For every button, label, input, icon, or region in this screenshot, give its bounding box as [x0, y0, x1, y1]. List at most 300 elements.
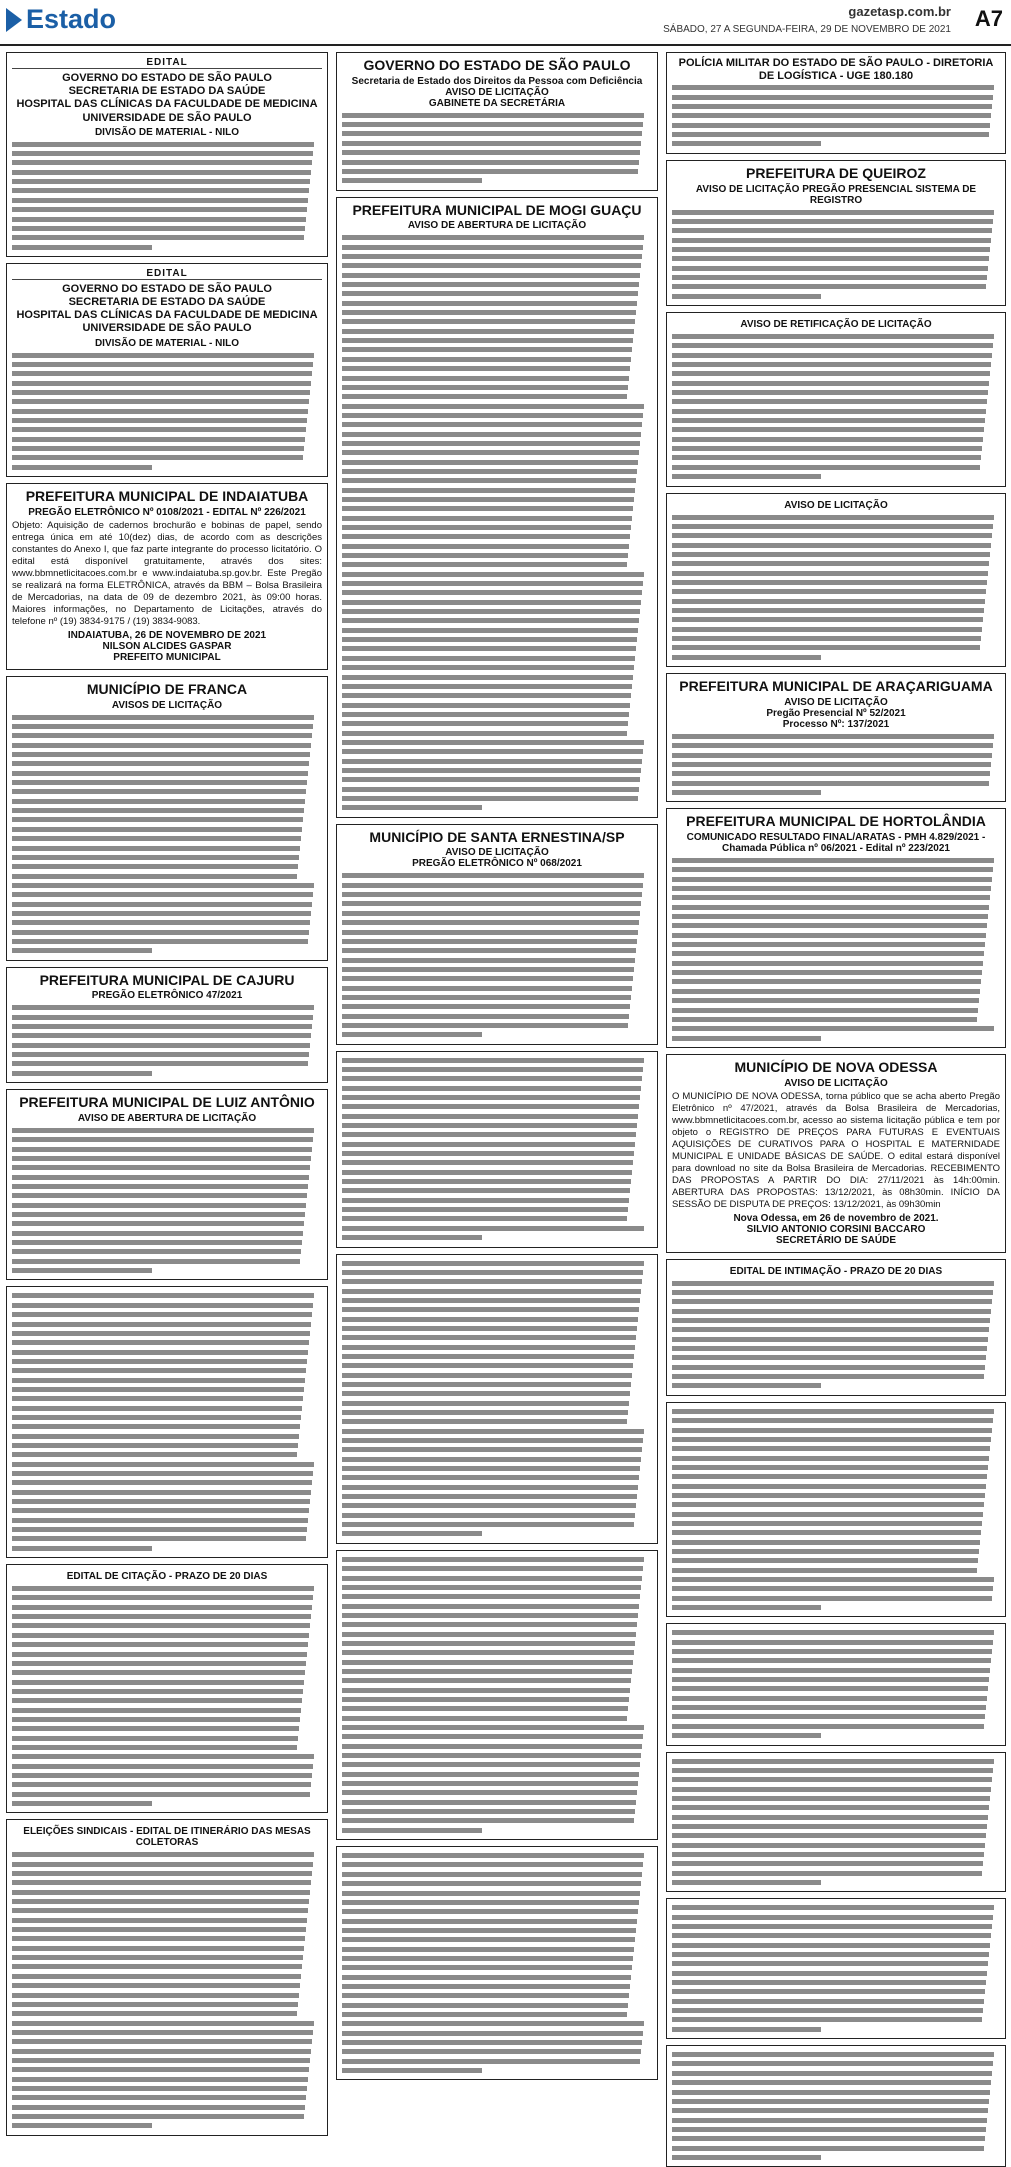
text-line [672, 1446, 990, 1451]
text-line [12, 1880, 311, 1885]
text-line [342, 656, 635, 661]
text-line [672, 1474, 987, 1479]
text-line [12, 1890, 310, 1895]
text-line [12, 1184, 308, 1189]
text-line [12, 1203, 306, 1208]
text-line [342, 1725, 644, 1730]
text-line [12, 2021, 314, 2026]
text-line [672, 886, 991, 891]
text-line [672, 1281, 994, 1286]
text-line [12, 1052, 309, 1057]
text-line [672, 1759, 994, 1764]
text-line [342, 1335, 636, 1340]
text-line [672, 95, 993, 100]
text-line [672, 743, 993, 748]
notice-body-text [342, 233, 652, 812]
text-line [342, 2012, 627, 2017]
text-line [12, 1661, 306, 1666]
text-line [342, 562, 627, 567]
text-line [342, 911, 640, 916]
text-line [12, 1165, 310, 1170]
text-line [12, 1462, 314, 1467]
text-line [12, 2067, 309, 2072]
text-line [12, 715, 314, 720]
text-line [672, 266, 988, 271]
text-line [342, 1800, 636, 1805]
text-line [342, 920, 639, 925]
text-line [12, 371, 312, 376]
notice-subtitle: EDITAL DE INTIMAÇÃO - PRAZO DE 20 DIAS [729, 1265, 943, 1277]
text-line [12, 1424, 300, 1429]
text-line [12, 817, 303, 822]
text-line [672, 2155, 821, 2160]
notice-body-text [672, 332, 1000, 482]
text-line [672, 2071, 992, 2076]
text-line [342, 525, 631, 530]
text-line [342, 1058, 644, 1063]
notice-edital: EDITAL [12, 57, 322, 69]
text-line [342, 282, 639, 287]
text-line [342, 1872, 642, 1877]
notice-subtitle: AVISO DE ABERTURA DE LICITAÇÃO [77, 1112, 257, 1124]
text-line [12, 902, 312, 907]
text-line [342, 1142, 635, 1147]
text-line [342, 347, 632, 352]
text-line [672, 1980, 986, 1985]
text-line [342, 805, 482, 810]
text-line [12, 1908, 308, 1913]
notice-body-text [342, 1555, 652, 1835]
text-line [12, 1005, 314, 1010]
text-line [342, 1531, 482, 1536]
text-line [342, 2059, 640, 2064]
text-line [672, 2090, 990, 2095]
text-line [672, 446, 982, 451]
text-line [342, 976, 633, 981]
text-line [12, 1955, 303, 1960]
page-number: A7 [974, 6, 1003, 31]
text-line [342, 131, 642, 136]
notice-body-text [672, 83, 1000, 148]
text-line [342, 235, 644, 240]
notice-body-text [342, 1056, 652, 1243]
text-line [342, 2040, 642, 2045]
text-line [342, 665, 634, 670]
text-line [342, 245, 643, 250]
text-line [672, 455, 981, 460]
notice-title: GOVERNO DO ESTADO DE SÃO PAULO SECRETARIA DE ESTADO DA SAÚDE HOSPITAL DAS CLÍNICAS DA FACULDADE DE MEDICINA UNIVERSIDADE DE SÃO PAULO [16, 72, 318, 124]
notice-subtitle: AVISO DE LICITAÇÃO PREGÃO ELETRÔNICO Nº 068/2021 [412, 847, 582, 870]
notice-text: Objeto: Aquisição de cadernos brochurão e bobinas de papel, sendo entrega única em até 10(dez) dias, de acordo com as descrições constantes do Anexo I, que faz parte integrante do processo licitatório. O edital está disponível gratuitamente, através dos sites: www.bbmnetlicitacoes.com.br e www.indaiatuba.sp.gov.br. Este Pregão se realizará na forma ELETRÔNICA, através da BBM – Bolsa Brasileira de Mercadorias, na data de 09 de dezembro 2021, às 09:00 horas. Maiores informações, no Departamento de Licitações, através do telefone nº (19) 3834-9175 / (19) 3834-9083. [12, 519, 322, 627]
text-line [342, 1503, 636, 1508]
text-line [12, 235, 304, 240]
notice-box [666, 1752, 1006, 1893]
text-line [672, 951, 984, 956]
notice-body-text [672, 1279, 1000, 1391]
text-line [12, 2058, 310, 2063]
text-line [342, 497, 634, 502]
text-line [672, 1346, 987, 1351]
text-line [342, 1734, 643, 1739]
text-line [342, 2031, 643, 2036]
text-line [672, 533, 992, 538]
text-line [342, 160, 639, 165]
text-line [672, 1596, 992, 1601]
notice-title: GOVERNO DO ESTADO DE SÃO PAULO SECRETARIA DE ESTADO DA SAÚDE HOSPITAL DAS CLÍNICAS DA FACULDADE DE MEDICINA UNIVERSIDADE DE SÃO PAULO [16, 282, 318, 335]
notice-subtitle: PREGÃO ELETRÔNICO Nº 0108/2021 - EDITAL Nº 226/2021 [28, 506, 306, 518]
text-line [342, 478, 636, 483]
text-line [12, 1726, 299, 1731]
notice-box [336, 197, 658, 818]
text-line [672, 771, 990, 776]
text-line [672, 998, 979, 1003]
notice-subtitle: DIVISÃO DE MATERIAL - NILO [94, 126, 240, 138]
text-line [12, 724, 313, 729]
notice-box [336, 1051, 658, 1248]
text-line [672, 104, 992, 109]
text-line [12, 160, 312, 165]
text-line [12, 1471, 313, 1476]
text-line [12, 1406, 302, 1411]
text-line [12, 455, 303, 460]
text-line [12, 198, 308, 203]
text-line [342, 1132, 636, 1137]
text-line [342, 1226, 644, 1231]
notice-body-text [342, 1259, 652, 1539]
text-line [342, 516, 632, 521]
text-line [342, 366, 630, 371]
text-line [342, 1919, 637, 1924]
text-line [672, 1696, 987, 1701]
text-line [342, 553, 628, 558]
text-line [342, 2068, 482, 2073]
notice-box [336, 52, 658, 191]
text-line [342, 1891, 640, 1896]
text-line [342, 291, 638, 296]
notice-box [6, 1286, 328, 1558]
notice-body-text [12, 1850, 322, 2130]
text-line [12, 390, 310, 395]
text-line [342, 1697, 629, 1702]
text-line [672, 1521, 982, 1526]
text-line [342, 572, 644, 577]
notice-box [336, 824, 658, 1045]
text-line [672, 219, 993, 224]
text-line [672, 781, 989, 786]
notice-body-text [672, 1628, 1000, 1740]
notice-body-text [342, 111, 652, 186]
text-line [342, 590, 642, 595]
text-line [342, 357, 631, 362]
text-line [672, 1805, 989, 1810]
text-line [342, 1317, 638, 1322]
text-line [12, 1792, 310, 1797]
text-line [12, 1193, 307, 1198]
column-3 [666, 52, 1006, 1780]
text-line [342, 394, 627, 399]
text-line [342, 1853, 644, 1858]
text-line [342, 1289, 641, 1294]
text-line [342, 1095, 640, 1100]
notice-box [6, 1564, 328, 1813]
text-line [342, 1772, 639, 1777]
text-line [12, 1015, 313, 1020]
notice-title: PREFEITURA MUNICIPAL DE LUIZ ANTÔNIO [19, 1094, 315, 1111]
text-line [342, 1188, 630, 1193]
text-line [672, 608, 984, 613]
text-line [342, 618, 639, 623]
text-line [342, 1179, 631, 1184]
notice-footer: Nova Odessa, em 26 de novembro de 2021. SILVIO ANTONIO CORSINI BACCARO SECRETÁRIO DE SAÚDE [733, 1212, 939, 1246]
text-line [12, 2039, 312, 2044]
text-line [342, 1345, 635, 1350]
text-line [672, 1989, 985, 1994]
text-line [672, 390, 988, 395]
text-line [12, 1350, 308, 1355]
text-line [12, 1322, 311, 1327]
text-line [342, 892, 642, 897]
notice-box [6, 52, 328, 257]
text-line [342, 1956, 633, 1961]
text-line [12, 1983, 300, 1988]
text-line [12, 1240, 302, 1245]
notice-edital: EDITAL [12, 268, 322, 280]
text-line [12, 1368, 306, 1373]
text-line [12, 761, 309, 766]
text-line [12, 1293, 314, 1298]
text-line [342, 948, 636, 953]
text-line [342, 1475, 639, 1480]
text-line [12, 752, 310, 757]
notice-box [666, 673, 1006, 802]
text-line [342, 1622, 637, 1627]
notice-title: MUNICÍPIO DE SANTA ERNESTINA/SP [369, 828, 625, 845]
text-line [672, 1677, 989, 1682]
text-line [342, 1457, 641, 1462]
text-line [672, 1686, 988, 1691]
text-line [12, 1259, 300, 1264]
text-line [12, 948, 152, 953]
text-line [342, 404, 644, 409]
text-line [12, 892, 313, 897]
text-line [342, 1585, 641, 1590]
text-line [672, 1549, 979, 1554]
text-line [342, 1965, 632, 1970]
text-line [12, 1231, 303, 1236]
text-line [12, 170, 311, 175]
text-line [342, 712, 629, 717]
text-line [672, 381, 989, 386]
text-line [12, 2086, 307, 2091]
text-line [342, 1975, 631, 1980]
text-line [12, 1434, 299, 1439]
text-line [672, 1327, 989, 1332]
text-line [672, 1658, 991, 1663]
text-line [672, 627, 982, 632]
text-line [342, 1235, 482, 1240]
text-line [12, 1801, 152, 1806]
notice-title: PREFEITURA MUNICIPAL DE ARAÇARIGUAMA [679, 678, 993, 695]
text-line [672, 1008, 978, 1013]
text-line [342, 646, 636, 651]
text-line [672, 1605, 821, 1610]
text-line [12, 2095, 306, 2100]
text-line [672, 599, 985, 604]
text-line [12, 1359, 307, 1364]
notice-title: PREFEITURA MUNICIPAL DE MOGI GUAÇU [352, 201, 642, 218]
text-line [672, 1017, 977, 1022]
text-line [672, 1355, 986, 1360]
text-line [342, 113, 644, 118]
text-line [12, 855, 299, 860]
notice-title: MUNICÍPIO DE NOVA ODESSA [734, 1058, 938, 1075]
text-line [342, 749, 643, 754]
text-line [342, 319, 635, 324]
notice-box [666, 160, 1006, 306]
notice-box [666, 2045, 1006, 2167]
arrow-icon [6, 8, 22, 32]
text-line [672, 2027, 821, 2032]
text-line [12, 1156, 311, 1161]
text-line [342, 1270, 643, 1275]
text-line [672, 2080, 991, 2085]
text-line [672, 247, 990, 252]
text-line [342, 1753, 641, 1758]
text-line [342, 469, 637, 474]
text-line [342, 376, 629, 381]
text-line [12, 1518, 308, 1523]
text-line [672, 132, 989, 137]
text-line [342, 1762, 640, 1767]
text-line [342, 2049, 641, 2054]
text-line [672, 334, 994, 339]
notice-title: POLÍCIA MILITAR DO ESTADO DE SÃO PAULO - DIRETORIA DE LOGÍSTICA - UGE 180.180 [678, 57, 994, 83]
notice-subtitle: PREGÃO ELETRÔNICO 47/2021 [91, 990, 243, 1002]
text-line [342, 1123, 637, 1128]
text-line [672, 933, 986, 938]
text-line [342, 1522, 634, 1527]
text-line [12, 142, 314, 147]
text-line [672, 2108, 988, 2113]
text-line [672, 877, 992, 882]
text-line [342, 986, 632, 991]
notice-footer: INDAIATUBA, 26 DE NOVEMBRO DE 2021 NILSON ALCIDES GASPAR PREFEITO MUNICIPAL [67, 629, 267, 663]
text-line [342, 796, 638, 801]
text-line [12, 939, 308, 944]
text-line [342, 1466, 640, 1471]
text-line [12, 1249, 301, 1254]
text-line [342, 141, 641, 146]
text-line [672, 1649, 992, 1654]
notice-box [6, 967, 328, 1084]
text-line [342, 1447, 642, 1452]
text-line [12, 846, 300, 851]
text-line [672, 1852, 984, 1857]
text-line [342, 1818, 634, 1823]
text-line [12, 1480, 312, 1485]
text-line [672, 1630, 994, 1635]
text-line [12, 1128, 314, 1133]
text-line [342, 1993, 629, 1998]
text-line [672, 2008, 983, 2013]
text-line [342, 1660, 633, 1665]
text-line [12, 409, 308, 414]
text-line [672, 1558, 978, 1563]
notice-text: O MUNICÍPIO DE NOVA ODESSA, torna público que se acha aberto Pregão Eletrônico nº 47/2021, através da Bolsa Brasileira de Mercadorias, www.bbmnetlicitacoes.com.br, acesso ao sistema licitação pública e tem por objeto o REGISTRO DE PREÇOS PARA FUTURAS E EVENTUAIS AQUISIÇÕES DE CURATIVOS PARA O HOSPITAL E MATERNIDADE MUNICIPAL E UNIDADE BÁSICAS DE SAÚDE. O edital estará disponível para download no site da Bolsa Brasileira de Mercadorias. RECEBIMENTO DAS PROPOSTAS A PARTIR DO DIA: 27/11/2021 às 14h:00min. ABERTURA DAS PROPOSTAS: 13/12/2021, às 08h30min. INÍCIO DA SESSÃO DE DISPUTA DE PREÇOS: 13/12/2021, às 09h30min [672, 1090, 1000, 1210]
text-line [342, 1086, 641, 1091]
text-line [342, 967, 634, 972]
text-line [12, 1782, 311, 1787]
text-line [342, 1900, 639, 1905]
text-line [342, 600, 641, 605]
text-line [342, 1947, 634, 1952]
text-line [342, 544, 629, 549]
text-line [12, 1175, 309, 1180]
text-line [672, 1961, 988, 1966]
text-line [12, 771, 308, 776]
text-line [342, 787, 639, 792]
text-line [12, 1312, 312, 1317]
text-line [342, 1198, 629, 1203]
text-line [672, 515, 994, 520]
text-line [342, 1160, 633, 1165]
text-line [342, 1170, 632, 1175]
text-line [672, 465, 980, 470]
text-line [672, 1861, 983, 1866]
text-line [342, 460, 638, 465]
text-line [342, 338, 633, 343]
text-line [672, 371, 990, 376]
text-line [672, 1374, 984, 1379]
text-line [342, 534, 630, 539]
text-line [672, 753, 992, 758]
text-line [342, 1307, 639, 1312]
text-line [672, 1668, 990, 1673]
text-line [672, 1502, 984, 1507]
text-line [12, 874, 297, 879]
text-line [672, 474, 821, 479]
text-line [12, 780, 307, 785]
text-line [342, 1326, 637, 1331]
text-line [12, 381, 311, 386]
page-header [0, 0, 1011, 46]
text-line [12, 799, 305, 804]
text-line [342, 122, 643, 127]
text-line [342, 1576, 642, 1581]
text-line [12, 911, 311, 916]
text-line [342, 1373, 632, 1378]
text-line [672, 1915, 993, 1920]
text-line [672, 2061, 993, 2066]
text-line [672, 2146, 984, 2151]
text-line [342, 1828, 482, 1833]
notice-box [666, 1898, 1006, 2039]
text-line [12, 226, 305, 231]
text-line [672, 1026, 994, 1031]
text-line [12, 1698, 302, 1703]
text-line [12, 1415, 301, 1420]
column-2 [336, 52, 658, 1780]
text-line [342, 1641, 635, 1646]
text-line [12, 1331, 310, 1336]
text-line [672, 1733, 821, 1738]
notice-subtitle: ELEIÇÕES SINDICAIS - EDITAL DE ITINERÁRIO DAS MESAS COLETORAS [23, 1826, 311, 1849]
notice-subtitle: EDITAL DE CITAÇÃO - PRAZO DE 20 DIAS [66, 1571, 268, 1583]
notice-box [336, 1550, 658, 1840]
text-line [342, 263, 641, 268]
text-line [342, 1419, 627, 1424]
text-line [342, 301, 637, 306]
